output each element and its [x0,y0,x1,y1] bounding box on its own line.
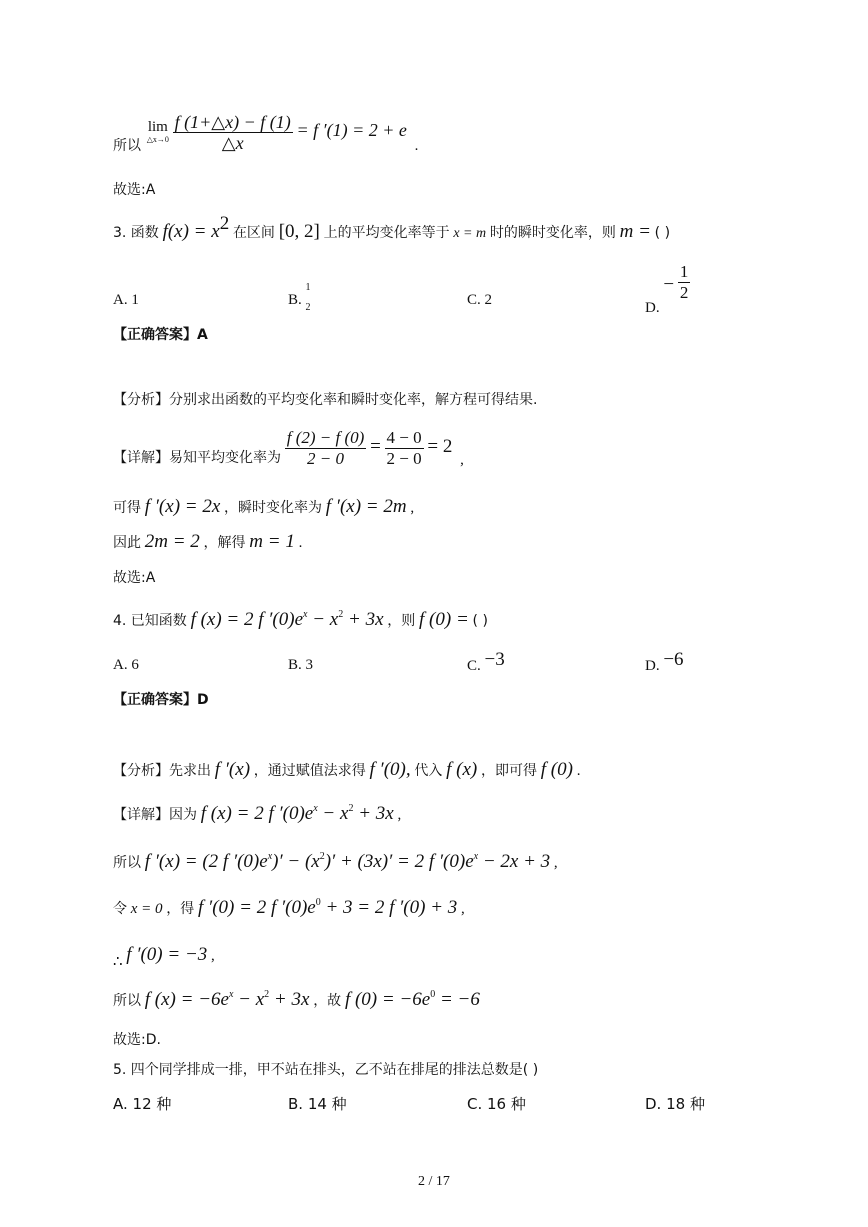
q5-option-b: B. 14 种 [288,1095,347,1113]
q4-derivative: 所以 f ′(x) = (2 f $'(0)e^x)' - (x^2)' + (3x)' = 2$ f $'(0)e^x - 2x + 3$ , [113,851,558,872]
q3-solve: 因此 2m = 2 ，解得 m = 1 . [113,531,303,552]
q5-option-a: A. 12 种 [113,1095,172,1113]
q5-option-d: D. 18 种 [645,1095,705,1113]
q4-therefore: ∴ f ′(0) = −3 , [113,944,215,970]
q4-substitute: 令 x = 0 ，得 f ′(0) = 2 f $'(0)e^0 + 3 = 2$ f ′(0) + 3 , [113,897,465,918]
limit-fraction: $\frac{f (1+\triangle x) - f (1)}{\triangle x}$ [174,112,291,153]
q3-detail: 【详解】易知平均变化率为 $\frac{f (2) - f (0)}{2 - 0}$ = $\frac{4 - 0}{2 - 0}$ = 2 , [113,428,464,468]
q4-final: 所以 f $(x) = -6e^x - x^2 + 3x$ ，故 f $(0) = -6e^0 = -6$ [113,989,480,1010]
page-number: 2 / 17 [418,1174,450,1189]
choose-3: 故选:D. [113,1032,161,1048]
q3-derivative: 可得 f ′(x) = 2x ，瞬时变化率为 f ′(x) = 2m , [113,496,415,517]
q4-option-c: C. −3 [467,649,505,674]
q4-detail: 【详解】因为 f (x) = 2 f $'(0)e^x - x^2 + 3x$ , [113,803,402,824]
question-3: 3. 函数 $f(x) = x^2$ 在区间 [0, 2] 上的平均变化率等于 x = m 时的瞬时变化率，则 m = ( ) [113,213,671,242]
q3-option-b: B. 1 2 [288,282,311,313]
choose-2: 故选:A [113,570,156,586]
q3-option-c: C. 2 [467,292,493,308]
limit-operator: lim △x→0 [146,119,169,144]
question-5: 5. 四个同学排成一排，甲不站在排头，乙不站在排尾的排法总数是( ) [113,1062,539,1078]
q5-option-c: C. 16 种 [467,1095,526,1113]
q4-option-b: B. 3 [288,657,314,673]
q3-option-a: A. 1 [113,292,139,308]
choose-1: 故选:A [113,182,156,198]
q4-answer: 【正确答案】D [113,692,209,708]
q3-answer: 【正确答案】A [113,327,208,343]
limit-line: 所以 lim △x→0 $\frac{f (1+\triangle x) - f (1)}{\triangle x}$ = f ′(1) = 2 + e . [113,112,419,154]
q4-analysis: 【分析】先求出 f ′(x) ，通过赋值法求得 f ′(0), 代入 f (x) ，即可得 f (0) . [113,759,581,780]
q3-option-d: D. − $\frac{1}{2}$ [645,262,689,316]
q4-option-d: D. −6 [645,649,684,674]
question-4: 4. 已知函数 f (x) = 2 f $'(0)e^x - x^2 + 3x$ ，则 f (0) = ( ) [113,609,488,630]
q4-option-a: A. 6 [113,657,139,673]
q3-analysis: 【分析】分别求出函数的平均变化率和瞬时变化率，解方程可得结果. [113,392,538,408]
